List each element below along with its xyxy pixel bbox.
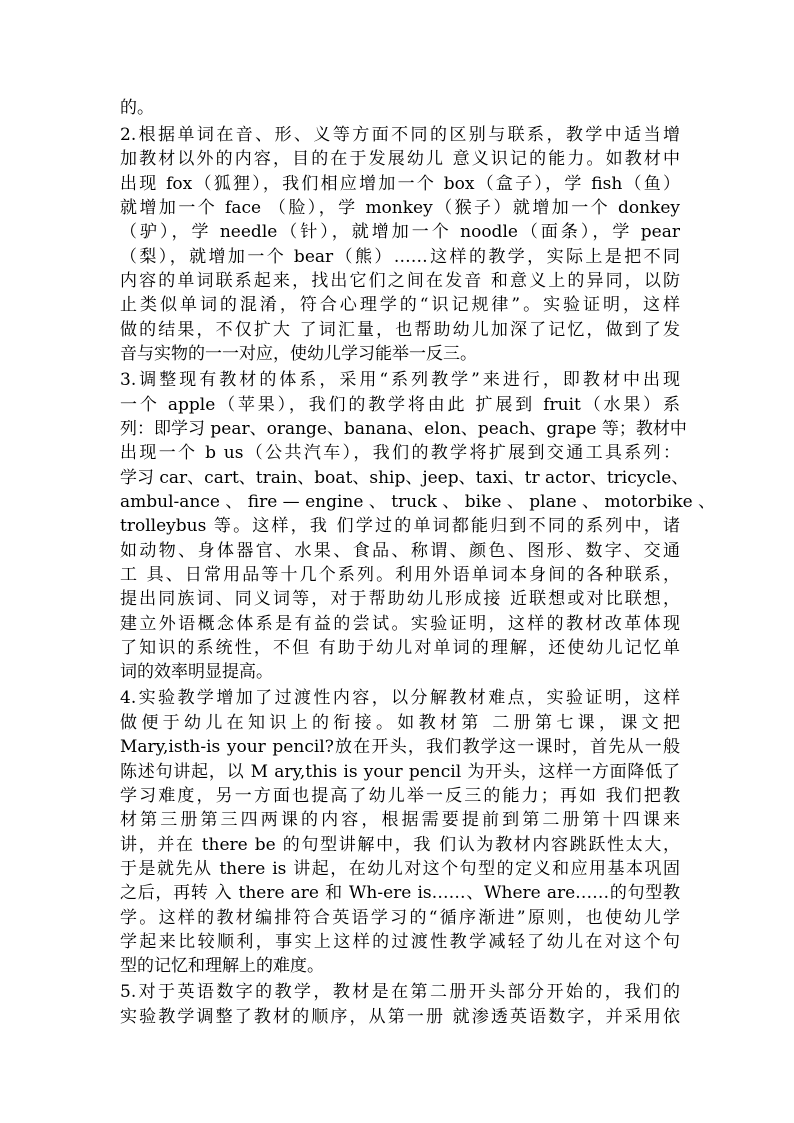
text-line: 工 具、日常用品等十几个系列。利用外语单词本身间的各种联系， bbox=[120, 565, 680, 585]
text-line: （梨），就增加一个 bear（熊）……这样的教学，实际上是把不同 bbox=[120, 247, 680, 267]
text-line: 学习难度，另一方面也提高了幼儿举一反三的能力；再如 我们把教 bbox=[120, 786, 680, 806]
text-line: 做便于幼儿在知识上的衔接。如教材第 二册第七课，课文把 bbox=[120, 713, 680, 733]
text-line: 学起来比较顺利，事实上这样的过渡性教学减轻了幼儿在对这个句 bbox=[120, 932, 680, 952]
text-line: 词的效率明显提高。 bbox=[120, 662, 273, 682]
text-line: 止类似单词的混淆，符合心理学的“识记规律”。实验证明，这样 bbox=[120, 295, 680, 315]
text-line: 学。这样的教材编排符合英语学习的“循序渐进”原则，也使幼儿学 bbox=[120, 908, 680, 928]
text-line: 建立外语概念体系是有益的尝试。实验证明，这样的教材改革体现 bbox=[120, 614, 680, 634]
text-line: 型的记忆和理解上的难度。 bbox=[120, 956, 324, 976]
text-line: 了知识的系统性，不但 有助于幼儿对单词的理解，还使幼儿记忆单 bbox=[120, 638, 680, 658]
text-line: （驴），学 needle（针），就增加一个 noodle（面条），学 pear bbox=[120, 222, 680, 242]
text-line: 做的结果，不仅扩大 了词汇量，也帮助幼儿加深了记忆，做到了发 bbox=[120, 320, 680, 340]
text-line: 加教材以外的内容，目的在于发展幼儿 意义识记的能力。如教材中 bbox=[120, 149, 680, 169]
paragraph-2-start: 2.根据单词在音、形、义等方面不同的区别与联系，教学中适当增 bbox=[120, 125, 680, 145]
text-line: 列：即学习 pear、orange、banana、elon、peach、grape 等；教材中 bbox=[120, 419, 687, 439]
text-line: 一个 apple（苹果），我们的教学将由此 扩展到 fruit（水果）系 bbox=[120, 395, 680, 415]
text-line: 学习 car、cart、train、boat、ship、jeep、taxi、tr actor、tricycle、 bbox=[120, 468, 689, 488]
text-line: 就增加一个 face （脸），学 monkey（猴子）就增加一个 donkey bbox=[120, 198, 680, 218]
text-line: 于是就先从 there is 讲起，在幼儿对这个句型的定义和应用基本巩固 bbox=[120, 859, 680, 879]
text-line: 内容的单词联系起来，找出它们之间在发音 和意义上的异同，以防 bbox=[120, 271, 680, 291]
paragraph-4-start: 4.实验教学增加了过渡性内容，以分解教材难点，实验证明，这样 bbox=[120, 688, 680, 708]
text-line: 陈述句讲起，以 M ary,this is your pencil 为开头，这样一方面降低了 bbox=[120, 762, 680, 782]
text-line: 讲，并在 there be 的句型讲解中，我 们认为教材内容跳跃性太大， bbox=[120, 835, 680, 855]
text-line: 出现 fox（狐狸），我们相应增加一个 box（盒子），学 fish（鱼） bbox=[120, 174, 680, 194]
paragraph-5-start: 5.对于英语数字的教学，教材是在第二册开头部分开始的，我们的 bbox=[120, 982, 680, 1002]
text-line: 提出同族词、同义词等，对于帮助幼儿形成接 近联想或对比联想， bbox=[120, 589, 680, 609]
text-line: trolleybus 等。这样，我 们学过的单词都能归到不同的系列中，诸 bbox=[120, 516, 680, 536]
text-line: 实验教学调整了教材的顺序，从第一册 就渗透英语数字，并采用依 bbox=[120, 1007, 680, 1027]
text-line: 如动物、身体器官、水果、食品、称谓、颜色、图形、数字、交通 bbox=[120, 541, 680, 561]
paragraph-3-start: 3.调整现有教材的体系，采用“系列教学”来进行，即教材中出现 bbox=[120, 370, 680, 390]
text-line: 音与实物的一一对应，使幼儿学习能举一反三。 bbox=[120, 344, 477, 364]
text-line: 出现一个 b us（公共汽车），我们的教学将扩展到交通工具系列： bbox=[120, 443, 680, 463]
text-line: ambul-ance 、 fire — engine 、 truck 、 bike 、 plane 、 motorbike 、 bbox=[120, 492, 716, 512]
text-line: 材第三册第三四两课的内容，根据需要提前到第二册第十四课来 bbox=[120, 810, 680, 830]
text-line: 之后，再转 入 there are 和 Wh-ere is……、Where are……的句型教 bbox=[120, 883, 680, 903]
text-line: 的。 bbox=[120, 98, 154, 118]
text-line: Mary,isth-is your pencil?放在开头，我们教学这一课时，首先从一般 bbox=[120, 737, 680, 757]
